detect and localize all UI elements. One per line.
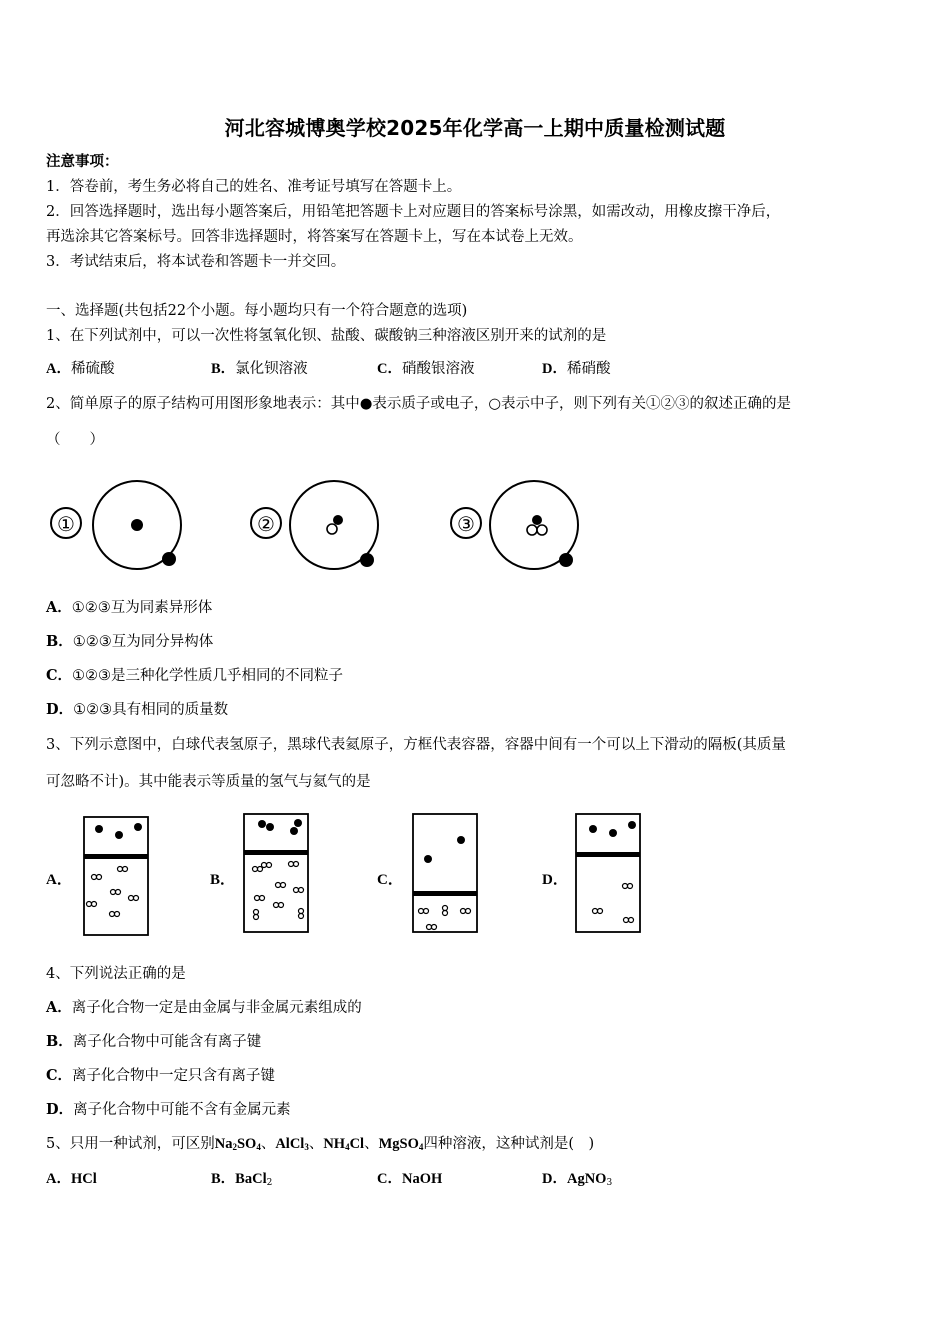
q1-option-b[interactable]: B．氯化钡溶液 <box>211 361 308 377</box>
container-wall <box>576 814 640 932</box>
q4-stem: 4、下列说法正确的是 <box>46 966 186 982</box>
helium-atom <box>628 821 636 829</box>
page-title: 河北容城博奥学校2025年化学高一上期中质量检测试题 <box>224 116 726 140</box>
helium-atom <box>266 823 274 831</box>
q5-option-d[interactable]: D．AgNO$_3$ <box>542 1171 613 1188</box>
hydrogen-molecule <box>427 925 437 930</box>
container-b[interactable] <box>242 812 312 936</box>
figure-label: ③ <box>457 512 475 536</box>
container-a[interactable] <box>82 815 152 939</box>
q1-stem: 1、在下列试剂中，可以一次性将氢氧化钡、盐酸、碳酸钠三种溶液区别开来的试剂的是 <box>46 328 607 344</box>
q3-option-c-label[interactable]: C． <box>377 872 403 888</box>
hydrogen-molecule <box>254 910 259 920</box>
nucleus-neutron <box>527 525 537 535</box>
q2-option-c[interactable]: C．①②③是三种化学性质几乎相同的不同粒子 <box>46 667 344 684</box>
partition <box>413 891 477 896</box>
q2-paren: （ ） <box>46 432 104 448</box>
q4-option-a[interactable]: A．离子化合物一定是由金属与非金属元素组成的 <box>46 999 362 1016</box>
helium-atom <box>258 820 266 828</box>
q5-option-b[interactable]: B．BaCl$_2$ <box>211 1171 273 1188</box>
figure-label: ① <box>57 512 75 536</box>
hydrogen-molecule <box>253 867 263 872</box>
q2-option-a[interactable]: A．①②③互为同素异形体 <box>46 599 213 616</box>
nucleus-neutron <box>327 524 337 534</box>
q2-stem: 2、简单原子的原子结构可用图形象地表示：其中●表示质子或电子，○表示中子，则下列有关①②③的叙述正确的是 <box>46 396 792 412</box>
q2-option-b[interactable]: B．①②③互为同分异构体 <box>46 633 214 650</box>
helium-atom <box>290 827 298 835</box>
q3-option-a-label[interactable]: A． <box>46 872 72 888</box>
helium-atom <box>424 855 432 863</box>
hydrogen-molecule <box>593 909 603 914</box>
hydrogen-molecule <box>294 888 304 893</box>
hydrogen-molecule <box>461 909 471 914</box>
helium-atom <box>294 819 302 827</box>
nucleus-proton <box>532 515 542 525</box>
q5-option-c[interactable]: C．NaOH <box>377 1171 443 1187</box>
partition <box>244 850 308 855</box>
hydrogen-molecule <box>623 884 633 889</box>
notice-item: 2．回答选择题时，选出每小题答案后，用铅笔把答题卡上对应题目的答案标号涂黑，如需改动，用橡皮擦干净后， <box>46 204 781 220</box>
hydrogen-molecule <box>276 883 286 888</box>
q1-option-c[interactable]: C．硝酸银溶液 <box>377 361 475 377</box>
hydrogen-molecule <box>255 896 265 901</box>
hydrogen-molecule <box>419 909 429 914</box>
container-d[interactable] <box>574 812 644 936</box>
figure-label: ② <box>257 512 275 536</box>
container-wall <box>244 814 308 932</box>
helium-atom <box>457 836 465 844</box>
helium-atom <box>609 829 617 837</box>
q1-option-d[interactable]: D．稀硝酸 <box>542 361 611 377</box>
electron <box>360 553 374 567</box>
notice-item: 3．考试结束后，将本试卷和答题卡一并交回。 <box>46 254 346 270</box>
hydrogen-molecule <box>274 903 284 908</box>
q3-option-d-label[interactable]: D． <box>542 872 568 888</box>
hydrogen-molecule <box>92 875 102 880</box>
helium-atom <box>95 825 103 833</box>
hydrogen-molecule <box>299 909 304 919</box>
notice-heading: 注意事项： <box>46 153 119 170</box>
container-c[interactable] <box>411 812 481 936</box>
q5-option-a[interactable]: A．HCl <box>46 1171 97 1187</box>
hydrogen-molecule <box>111 890 121 895</box>
electron <box>162 552 176 566</box>
helium-atom <box>589 825 597 833</box>
q3-stem-line1: 3、下列示意图中，白球代表氢原子，黑球代表氦原子，方框代表容器，容器中间有一个可以上下滑动的隔板(其质量 <box>46 737 786 753</box>
helium-atom <box>134 823 142 831</box>
q5-stem: 5、只用一种试剂，可区别$Na_2SO_4$、AlCl$_3$、$NH_4Cl$、MgSO$_4$四种溶液，这种试剂是( ) <box>46 1136 595 1152</box>
q1-option-a[interactable]: A．稀硫酸 <box>46 361 115 377</box>
q2-option-d[interactable]: D．①②③具有相同的质量数 <box>46 701 229 718</box>
section-heading: 一、选择题(共包括22个小题。每小题均只有一个符合题意的选项) <box>46 303 468 319</box>
notice-item: 再选涂其它答案标号。回答非选择题时，将答案写在答题卡上，写在本试卷上无效。 <box>46 229 583 245</box>
hydrogen-molecule <box>118 867 128 872</box>
q3-stem-line2: 可忽略不计)。其中能表示等质量的氢气与氦气的是 <box>46 774 371 790</box>
hydrogen-molecule <box>129 896 139 901</box>
nucleus-neutron <box>537 525 547 535</box>
notice-item: 1．答卷前，考生务必将自己的姓名、准考证号填写在答题卡上。 <box>46 179 462 195</box>
hydrogen-molecule <box>87 902 97 907</box>
nucleus-proton <box>333 515 343 525</box>
hydrogen-molecule <box>110 912 120 917</box>
partition <box>576 852 640 857</box>
partition <box>84 854 148 859</box>
hydrogen-molecule <box>624 918 634 923</box>
hydrogen-molecule <box>289 862 299 867</box>
q4-option-d[interactable]: D．离子化合物中可能不含有金属元素 <box>46 1101 291 1118</box>
electron <box>559 553 573 567</box>
q4-option-b[interactable]: B．离子化合物中可能含有离子键 <box>46 1033 262 1050</box>
q3-option-b-label[interactable]: B． <box>210 872 236 888</box>
nucleus-proton <box>131 519 143 531</box>
hydrogen-molecule <box>443 906 448 916</box>
hydrogen-molecule <box>262 863 272 868</box>
atom-figure-2 <box>246 476 386 580</box>
atom-figure-3 <box>446 476 586 580</box>
q4-option-c[interactable]: C．离子化合物中一定只含有离子键 <box>46 1067 276 1084</box>
atom-figure-1 <box>46 476 186 580</box>
helium-atom <box>115 831 123 839</box>
container-wall <box>413 814 477 932</box>
